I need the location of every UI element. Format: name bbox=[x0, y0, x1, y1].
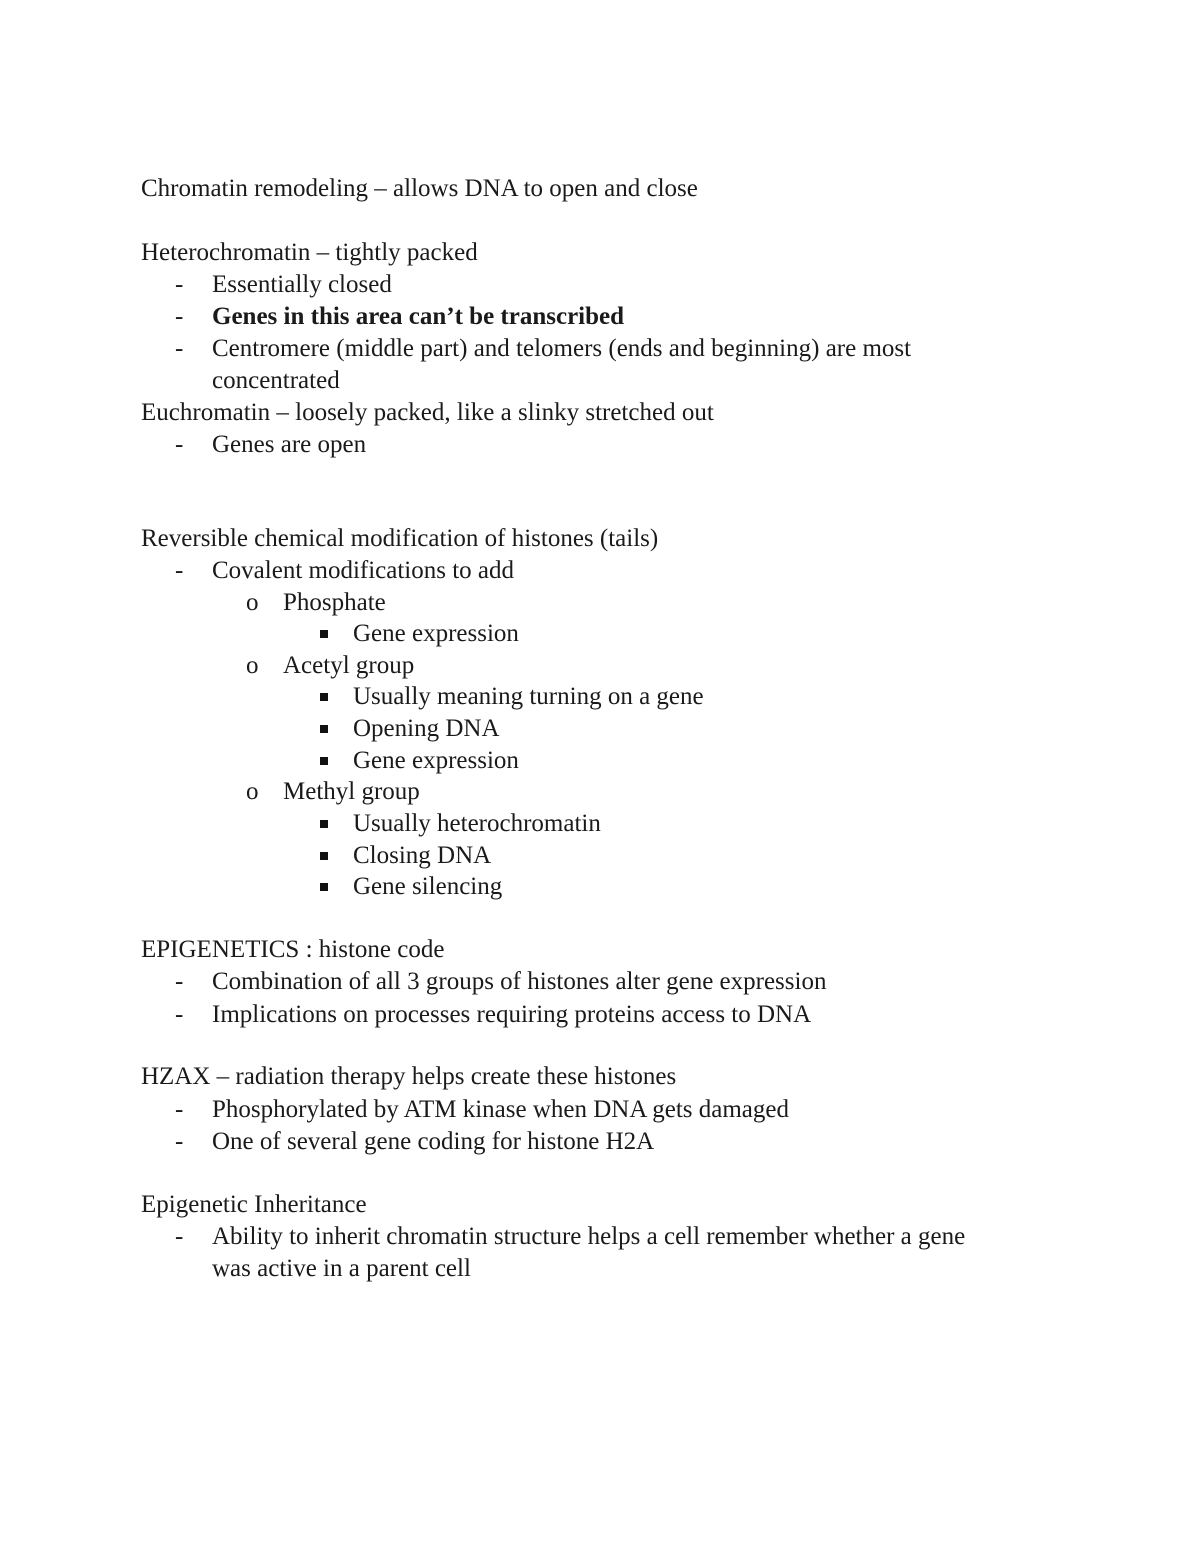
sub-sub-list-item: Gene silencing bbox=[353, 873, 503, 900]
sub-list-item: Acetyl group bbox=[283, 652, 415, 679]
square-bullet-icon bbox=[320, 693, 328, 701]
list-item: Centromere (middle part) and telomers (ends and beginning) are most bbox=[212, 335, 912, 362]
dash-bullet: - bbox=[175, 335, 184, 362]
circle-bullet: o bbox=[246, 652, 259, 679]
list-item: One of several gene coding for histone H2A bbox=[212, 1128, 655, 1155]
sub-sub-list-item: Opening DNA bbox=[353, 715, 500, 742]
list-item: Phosphorylated by ATM kinase when DNA gets damaged bbox=[212, 1096, 790, 1123]
list-item-continuation: was active in a parent cell bbox=[212, 1255, 471, 1282]
circle-bullet: o bbox=[246, 778, 259, 805]
sub-sub-list-item: Usually meaning turning on a gene bbox=[353, 683, 704, 710]
list-item: Implications on processes requiring proteins access to DNA bbox=[212, 1001, 812, 1028]
list-item: Genes are open bbox=[212, 431, 367, 458]
list-item: Genes in this area can’t be transcribed bbox=[212, 303, 625, 330]
square-bullet-icon bbox=[320, 630, 328, 638]
heading-euchromatin: Euchromatin – loosely packed, like a slinky stretched out bbox=[141, 399, 714, 426]
dash-bullet: - bbox=[175, 1128, 184, 1155]
square-bullet-icon bbox=[320, 883, 328, 891]
dash-bullet: - bbox=[175, 431, 184, 458]
dash-bullet: - bbox=[175, 557, 184, 584]
dash-bullet: - bbox=[175, 303, 184, 330]
heading-epigenetic-inheritance: Epigenetic Inheritance bbox=[141, 1191, 367, 1218]
list-item: Covalent modifications to add bbox=[212, 557, 515, 584]
square-bullet-icon bbox=[320, 725, 328, 733]
heading-chromatin-remodeling: Chromatin remodeling – allows DNA to open and close bbox=[141, 175, 698, 202]
list-item: Essentially closed bbox=[212, 271, 392, 298]
sub-list-item: Methyl group bbox=[283, 778, 420, 805]
square-bullet-icon bbox=[320, 757, 328, 765]
dash-bullet: - bbox=[175, 271, 184, 298]
sub-sub-list-item: Gene expression bbox=[353, 747, 519, 774]
dash-bullet: - bbox=[175, 1001, 184, 1028]
square-bullet-icon bbox=[320, 820, 328, 828]
dash-bullet: - bbox=[175, 1223, 184, 1250]
sub-sub-list-item: Closing DNA bbox=[353, 842, 492, 869]
dash-bullet: - bbox=[175, 1096, 184, 1123]
heading-epigenetics: EPIGENETICS : histone code bbox=[141, 936, 445, 963]
dash-bullet: - bbox=[175, 968, 184, 995]
sub-sub-list-item: Gene expression bbox=[353, 620, 519, 647]
sub-sub-list-item: Usually heterochromatin bbox=[353, 810, 601, 837]
circle-bullet: o bbox=[246, 589, 259, 616]
heading-reversible-modification: Reversible chemical modification of histones (tails) bbox=[141, 525, 659, 552]
list-item: Combination of all 3 groups of histones alter gene expression bbox=[212, 968, 827, 995]
sub-list-item: Phosphate bbox=[283, 589, 386, 616]
heading-heterochromatin: Heterochromatin – tightly packed bbox=[141, 239, 478, 266]
square-bullet-icon bbox=[320, 852, 328, 860]
heading-hzax: HZAX – radiation therapy helps create these histones bbox=[141, 1063, 677, 1090]
list-item-continuation: concentrated bbox=[212, 367, 340, 394]
list-item: Ability to inherit chromatin structure helps a cell remember whether a gene bbox=[212, 1223, 966, 1250]
